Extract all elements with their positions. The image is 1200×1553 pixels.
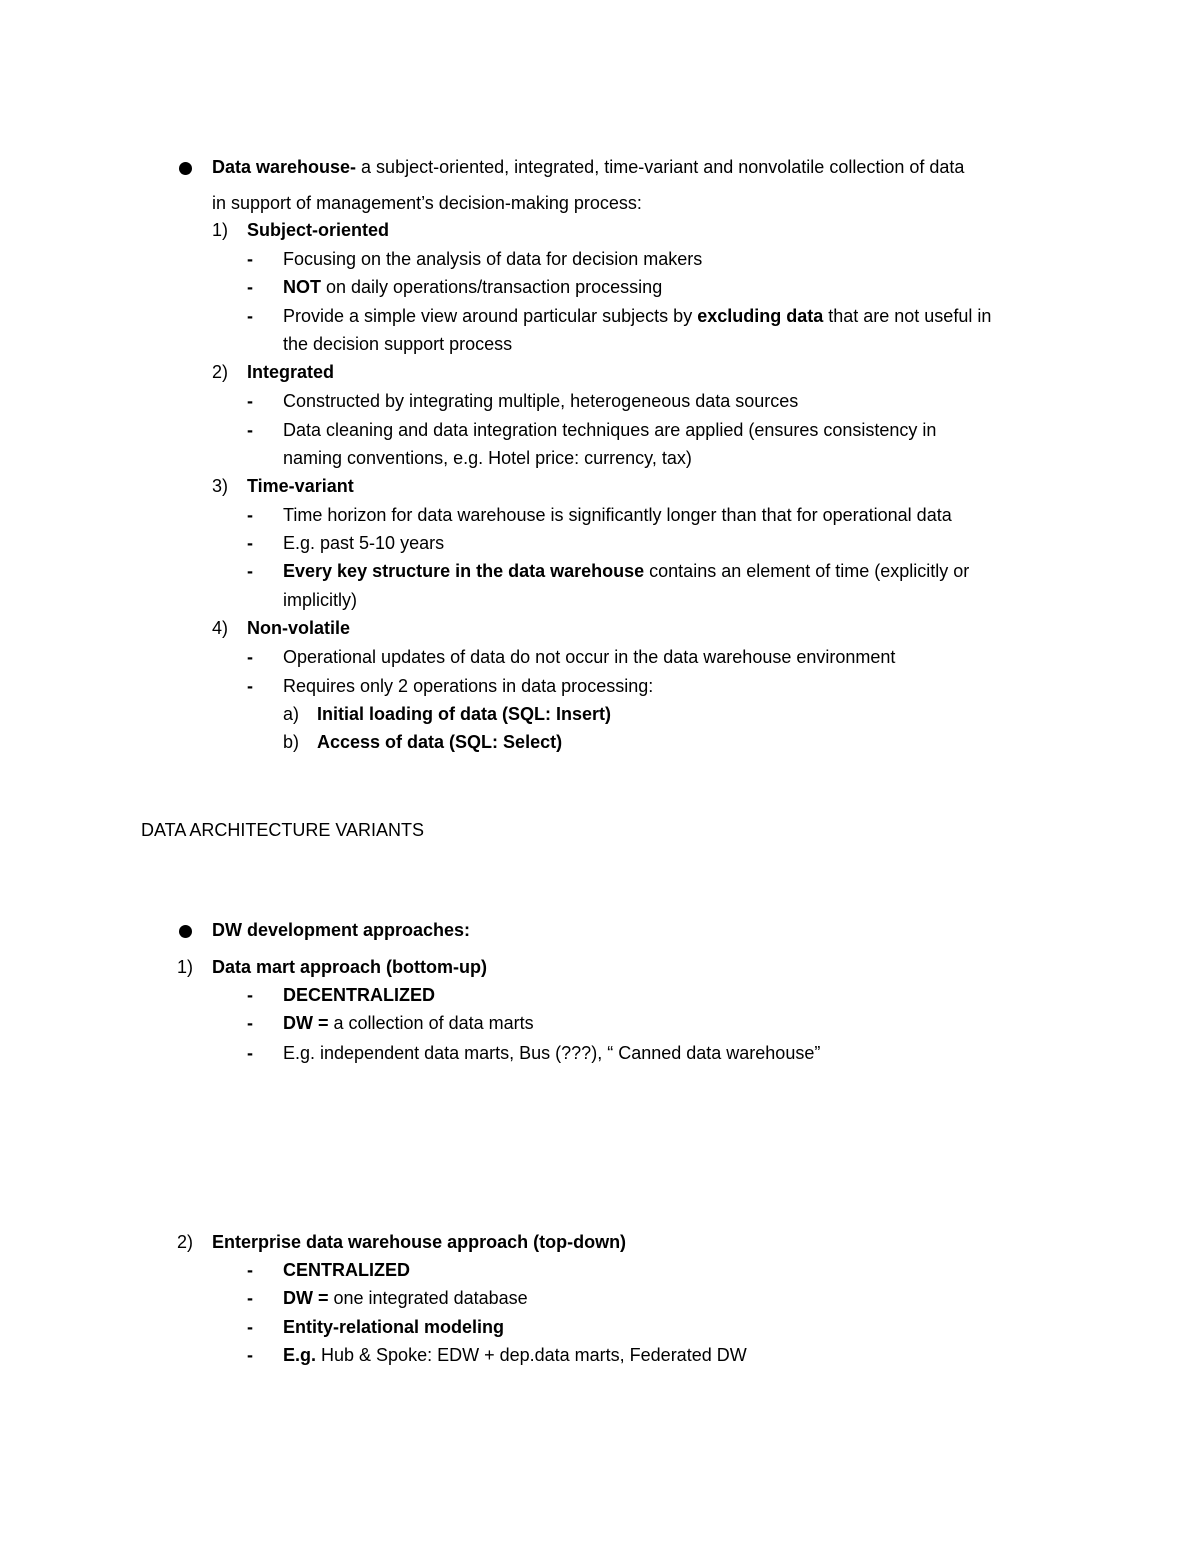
item-point-continued: implicitly): [283, 590, 357, 610]
item-title: Time-variant: [247, 476, 354, 496]
point-text: contains an element of time (explicitly or: [644, 561, 970, 581]
approach-point: E.g. independent data marts, Bus (???), “ Canned data warehouse”: [283, 1043, 821, 1063]
sub-letter: b): [283, 732, 300, 752]
dash-icon: -: [247, 1260, 253, 1280]
bullet-icon: [179, 925, 192, 938]
section-heading: DATA ARCHITECTURE VARIANTS: [141, 820, 425, 840]
approach-point: [283, 1343, 747, 1367]
emphasis: DW =: [283, 1288, 329, 1308]
dash-icon: -: [247, 420, 253, 440]
dash-icon: -: [247, 985, 253, 1005]
item-point: [283, 559, 969, 583]
emphasis: NOT: [283, 277, 321, 297]
approach-title: Data mart approach (bottom-up): [212, 957, 488, 977]
item-point: Focusing on the analysis of data for decision makers: [283, 249, 703, 269]
dash-icon: -: [247, 1288, 253, 1308]
dash-icon: -: [247, 647, 253, 667]
item-number: 2): [212, 362, 229, 382]
dash-icon: -: [247, 561, 253, 581]
intro-term: Data warehouse-: [212, 157, 357, 177]
dash-icon: -: [247, 1013, 253, 1033]
approach-point: DECENTRALIZED: [283, 985, 435, 1005]
item-point: E.g. past 5-10 years: [283, 533, 445, 553]
emphasis: E.g.: [283, 1345, 317, 1365]
dash-icon: -: [247, 676, 253, 696]
dash-icon: -: [247, 249, 253, 269]
emphasis: excluding data: [697, 306, 824, 326]
approach-point: [283, 1286, 528, 1310]
dash-icon: -: [247, 277, 253, 297]
item-point: Constructed by integrating multiple, heterogeneous data sources: [283, 391, 799, 411]
item-point: Requires only 2 operations in data processing:: [283, 676, 654, 696]
intro-line-2: in support of management’s decision-making process:: [212, 193, 642, 213]
dash-icon: -: [247, 533, 253, 553]
dash-icon: -: [247, 391, 253, 411]
bullet-icon: [179, 162, 192, 175]
item-point: Operational updates of data do not occur in the data warehouse environment: [283, 647, 896, 667]
sub-item: Access of data (SQL: Select): [317, 732, 563, 752]
dash-icon: -: [247, 1345, 253, 1365]
point-text: that are not useful in: [823, 306, 992, 326]
item-number: 3): [212, 476, 229, 496]
approach-point: [283, 1011, 534, 1035]
approach-title: Enterprise data warehouse approach (top-down): [212, 1232, 627, 1252]
point-text: Hub & Spoke: EDW + dep.data marts, Federated DW: [316, 1345, 747, 1365]
sub-letter: a): [283, 704, 300, 724]
item-number: 4): [212, 618, 229, 638]
sub-item: Initial loading of data (SQL: Insert): [317, 704, 612, 724]
intro-line-1: [212, 155, 964, 179]
point-text: one integrated database: [328, 1288, 528, 1308]
dash-icon: -: [247, 505, 253, 525]
item-point: [283, 304, 991, 328]
point-text: Provide a simple view around particular subjects by: [283, 306, 698, 326]
item-point: Data cleaning and data integration techniques are applied (ensures consistency in: [283, 420, 937, 440]
item-point-continued: the decision support process: [283, 334, 513, 354]
approach-point: Entity-relational modeling: [283, 1317, 505, 1337]
approach-number: 2): [177, 1232, 194, 1252]
dash-icon: -: [247, 1043, 253, 1063]
emphasis: DW =: [283, 1013, 329, 1033]
bullet-title: DW development approaches:: [212, 920, 471, 940]
point-text: on daily operations/transaction processing: [321, 277, 663, 297]
dash-icon: -: [247, 1317, 253, 1337]
item-title: Integrated: [247, 362, 335, 382]
item-title: Non-volatile: [247, 618, 351, 638]
item-point: [283, 275, 662, 299]
item-point-continued: naming conventions, e.g. Hotel price: currency, tax): [283, 448, 692, 468]
approach-point: CENTRALIZED: [283, 1260, 410, 1280]
intro-definition: a subject-oriented, integrated, time-variant and nonvolatile collection of data: [356, 157, 965, 177]
item-point: Time horizon for data warehouse is significantly longer than that for operational data: [283, 505, 952, 525]
item-title: Subject-oriented: [247, 220, 390, 240]
emphasis: Every key structure in the data warehouse: [283, 561, 645, 581]
approach-number: 1): [177, 957, 194, 977]
point-text: a collection of data marts: [328, 1013, 534, 1033]
item-number: 1): [212, 220, 229, 240]
dash-icon: -: [247, 306, 253, 326]
